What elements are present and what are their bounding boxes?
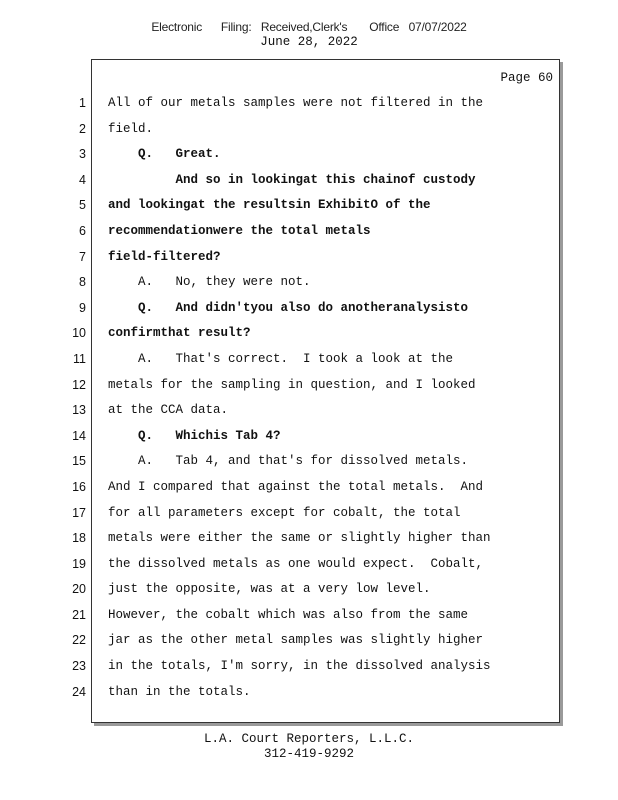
line-number: 17 [72, 505, 86, 520]
line-number: 19 [72, 556, 86, 571]
transcript-text [108, 95, 548, 709]
transcript-line: All of our metals samples were not filtered in the [108, 96, 484, 110]
question-line: and lookingat the resultsin ExhibitO of the [108, 198, 431, 213]
line-number: 10 [72, 326, 86, 341]
answer-line: And I compared that against the total metals. And [108, 479, 484, 494]
line-number: 1 [79, 96, 86, 110]
question-line: And so in lookingat this chainof custody [108, 172, 476, 187]
line-number: 23 [72, 659, 86, 674]
line-number: 14 [72, 428, 86, 443]
line-number: 22 [72, 633, 86, 648]
question-line: Q. And didn'tyou also do anotheranalysisto [108, 300, 469, 315]
line-number: 6 [79, 223, 86, 238]
answer-line: at the CCA data. [108, 403, 229, 418]
line-number: 5 [79, 198, 86, 213]
header-date: June 28, 2022 [260, 35, 358, 49]
reporter-company: L.A. Court Reporters, L.L.C. [203, 732, 415, 746]
line-number: 13 [72, 403, 86, 418]
transcript-line: field. [108, 121, 154, 136]
answer-line: the dissolved metals as one would expect. Cobalt, [108, 556, 484, 571]
line-number: 2 [79, 121, 86, 136]
line-number: 12 [72, 377, 86, 392]
answer-line: However, the cobalt which was also from the same [108, 607, 469, 622]
answer-line: for all parameters except for cobalt, the total [108, 505, 461, 520]
line-number: 11 [73, 351, 86, 366]
line-number: 18 [72, 531, 86, 546]
line-number: 15 [72, 454, 86, 469]
answer-line: jar as the other metal samples was slightly higher [108, 633, 484, 648]
reporter-phone: 312-419-9292 [263, 747, 354, 761]
question-line: Q. Great. [108, 147, 221, 162]
answer-line: metals for the sampling in question, and I looked [108, 377, 476, 392]
answer-line: A. Tab 4, and that's for dissolved metals. [108, 454, 469, 469]
question-line: Q. Whichis Tab 4? [108, 428, 281, 443]
line-number: 8 [79, 275, 86, 290]
answer-line: just the opposite, was at a very low level. [108, 582, 431, 597]
page-number: Page 60 [500, 71, 553, 85]
question-line: confirmthat result? [108, 326, 251, 341]
line-number: 9 [79, 300, 86, 315]
line-number: 16 [72, 479, 86, 494]
line-number: 20 [72, 582, 86, 597]
answer-line: metals were either the same or slightly higher than [108, 531, 491, 546]
footer [0, 732, 618, 762]
line-number-column [60, 95, 86, 709]
line-number: 4 [79, 172, 86, 187]
answer-line: A. No, they were not. [108, 275, 311, 290]
line-number: 21 [72, 607, 86, 622]
question-line: field-filtered? [108, 249, 221, 264]
line-number: 24 [72, 684, 86, 699]
question-line: recommendationwere the total metals [108, 223, 371, 238]
line-number: 3 [79, 147, 86, 162]
line-number: 7 [79, 249, 86, 264]
answer-line: in the totals, I'm sorry, in the dissolved analysis [108, 659, 491, 674]
answer-line: A. That's correct. I took a look at the [108, 351, 454, 366]
answer-line: than in the totals. [108, 684, 251, 699]
filing-stamp: Electronic Filing: Received,Clerk's Office 07/07/2022 [151, 20, 467, 34]
